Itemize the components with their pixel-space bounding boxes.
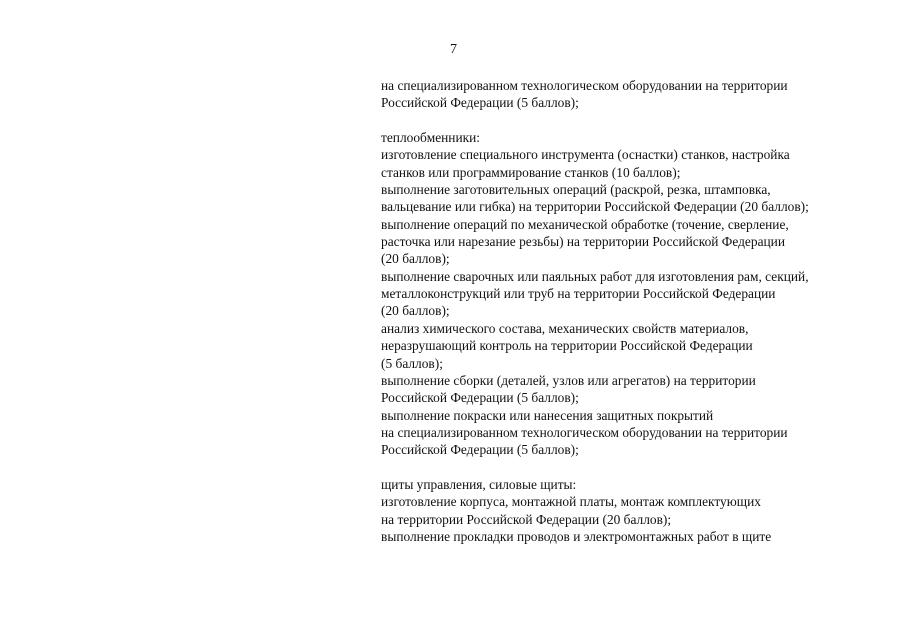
text-line: выполнение сборки (деталей, узлов или агрегатов) на территории <box>381 372 756 388</box>
text-line: (20 баллов); <box>381 303 450 319</box>
document-body <box>381 77 881 545</box>
text-line: Российской Федерации (5 баллов); <box>381 442 579 458</box>
text-line: изготовление специального инструмента (оснастки) станков, настройка <box>381 147 790 163</box>
text-line: выполнение прокладки проводов и электромонтажных работ в щите <box>381 528 772 544</box>
text-line: Российской Федерации (5 баллов); <box>381 95 579 111</box>
text-line: станков или программирование станков (10 баллов); <box>381 164 681 180</box>
text-line: изготовление корпуса, монтажной платы, монтаж комплектующих <box>381 494 761 510</box>
text-line: на территории Российской Федерации (20 баллов); <box>381 511 672 527</box>
text-line: вальцевание или гибка) на территории Российской Федерации (20 баллов); <box>381 199 809 215</box>
section-heading-control-panels: щиты управления, силовые щиты: <box>381 476 577 492</box>
text-line: выполнение покраски или нанесения защитных покрытий <box>381 407 714 423</box>
text-line: анализ химического состава, механических свойств материалов, <box>381 320 749 336</box>
section-heading-heat-exchangers: теплообменники: <box>381 130 481 146</box>
text-line: Российской Федерации (5 баллов); <box>381 390 579 406</box>
paragraph-gap <box>381 459 881 476</box>
text-line: выполнение операций по механической обработке (точение, сверление, <box>381 216 789 232</box>
text-line: на специализированном технологическом оборудовании на территории <box>381 424 788 440</box>
text-line: металлоконструкций или труб на территории Российской Федерации <box>381 286 776 302</box>
text-line: расточка или нарезание резьбы) на территории Российской Федерации <box>381 234 786 250</box>
text-line: выполнение сварочных или паяльных работ для изготовления рам, секций, <box>381 268 809 284</box>
text-line: на специализированном технологическом оборудовании на территории <box>381 78 788 93</box>
text-line: (20 баллов); <box>381 251 450 267</box>
text-line: неразрушающий контроль на территории Российской Федерации <box>381 338 753 354</box>
text-line: выполнение заготовительных операций (раскрой, резка, штамповка, <box>381 182 771 198</box>
text-line: (5 баллов); <box>381 355 443 371</box>
paragraph-gap <box>381 112 881 129</box>
page-number: 7 <box>450 42 457 57</box>
